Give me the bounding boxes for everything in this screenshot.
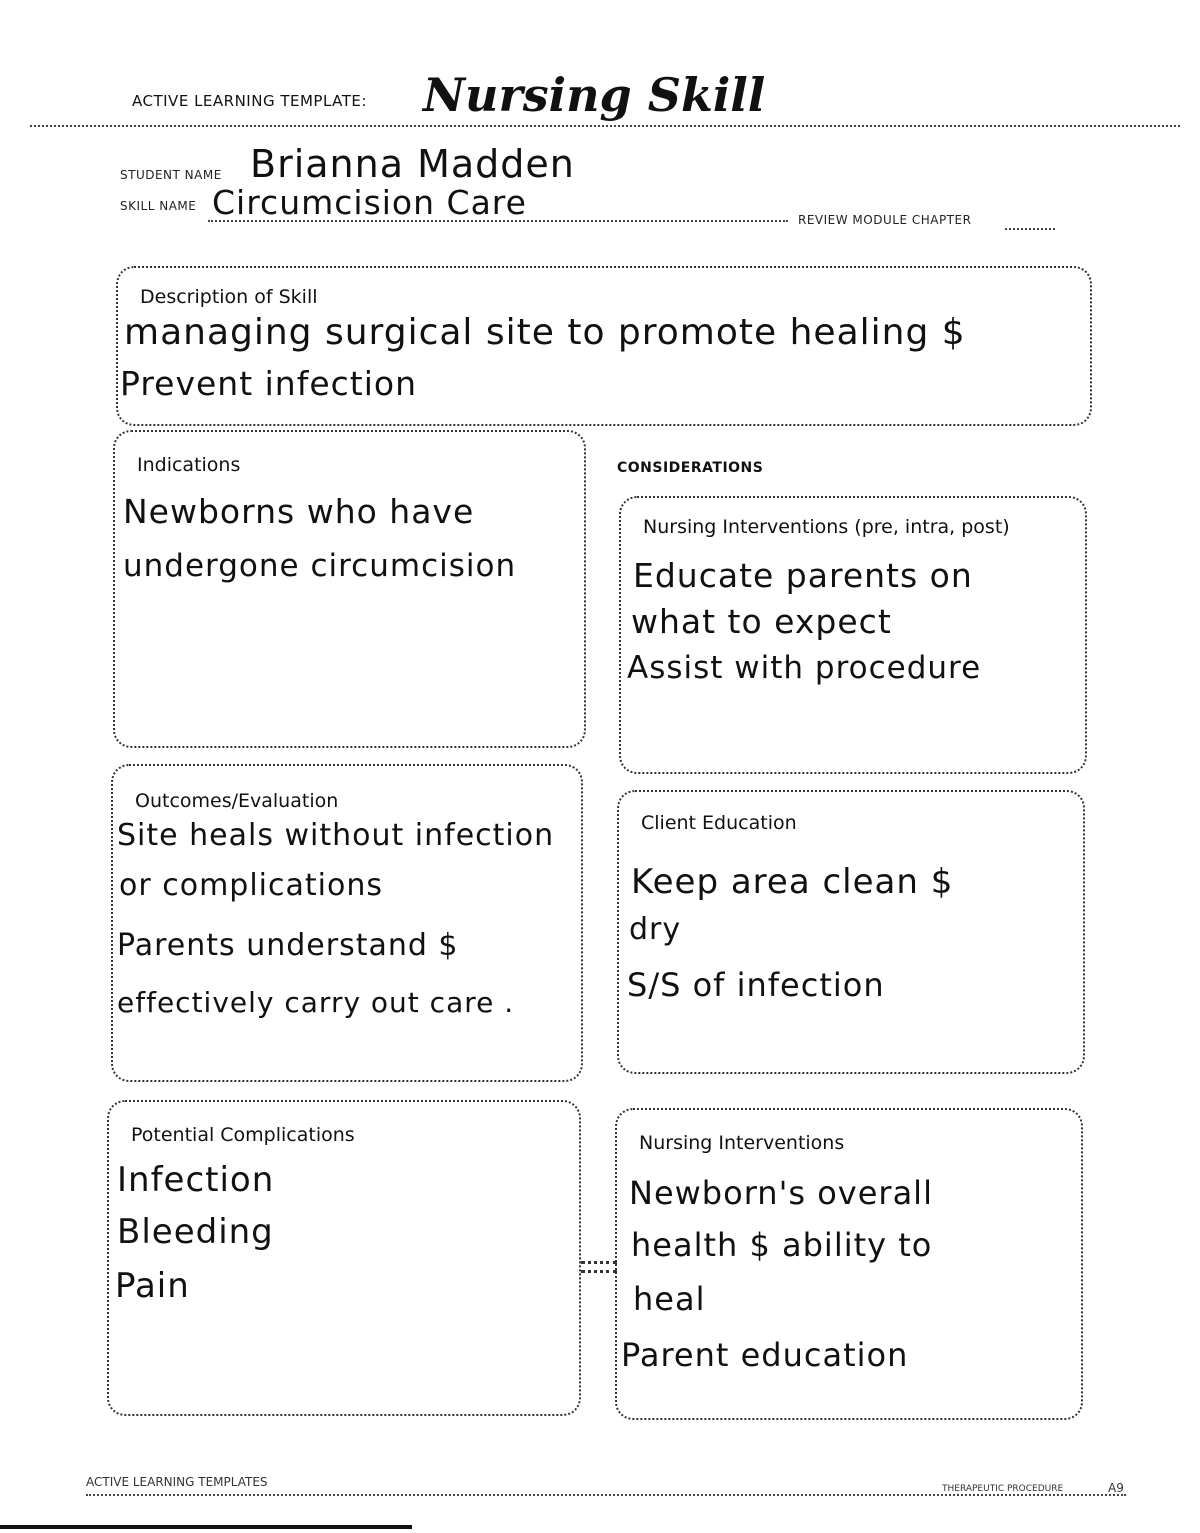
scan-edge	[0, 1525, 412, 1529]
outcomes-line: effectively carry out care .	[117, 986, 515, 1019]
client-education-line: Keep area clean $	[631, 862, 954, 902]
indications-box	[113, 430, 586, 748]
nursing-interventions-line: Newborn's overall	[629, 1174, 933, 1212]
footer-right-label: THERAPEUTIC PROCEDURE	[942, 1484, 1064, 1494]
potential-complications-line: Pain	[115, 1266, 190, 1306]
skill-name-label: SKILL NAME	[120, 199, 197, 213]
nursing-interventions-ppp-line: Educate parents on	[633, 556, 973, 595]
client-education-line: dry	[629, 912, 682, 947]
nursing-interventions-line: Parent education	[621, 1336, 909, 1374]
potential-complications-box	[107, 1100, 581, 1416]
footer-page-number: A9	[1108, 1481, 1124, 1495]
box-connector	[581, 1261, 617, 1273]
nursing-interventions-line: heal	[633, 1280, 706, 1318]
skill-name-value: Circumcision Care	[212, 183, 527, 222]
potential-complications-line: Infection	[117, 1160, 275, 1200]
potential-complications-label: Potential Complications	[131, 1124, 355, 1146]
client-education-line: S/S of infection	[627, 966, 885, 1004]
indications-label: Indications	[137, 454, 241, 476]
considerations-label: CONSIDERATIONS	[617, 460, 764, 476]
nursing-interventions-label: Nursing Interventions	[639, 1132, 845, 1154]
indications-line: Newborns who have	[123, 492, 475, 531]
review-module-label: REVIEW MODULE CHAPTER	[798, 213, 972, 227]
description-box	[116, 266, 1092, 426]
description-line: managing surgical site to promote healing $	[124, 312, 966, 353]
indications-line: undergone circumcision	[123, 548, 517, 584]
outcomes-box	[111, 764, 583, 1082]
nursing-interventions-ppp-box	[619, 496, 1087, 774]
student-name-label: STUDENT NAME	[120, 168, 222, 182]
nursing-interventions-ppp-label: Nursing Interventions (pre, intra, post)	[643, 516, 1010, 538]
outcomes-label: Outcomes/Evaluation	[135, 790, 339, 812]
outcomes-line: Site heals without infection	[117, 818, 555, 853]
template-title: Nursing Skill	[423, 68, 766, 122]
nursing-interventions-box	[615, 1108, 1083, 1420]
potential-complications-line: Bleeding	[117, 1212, 274, 1252]
footer-left-label: ACTIVE LEARNING TEMPLATES	[86, 1475, 268, 1489]
client-education-label: Client Education	[641, 812, 797, 834]
description-label: Description of Skill	[140, 286, 318, 308]
outcomes-line: or complications	[119, 868, 383, 903]
review-module-underline	[1005, 228, 1055, 230]
header-divider	[30, 125, 1180, 127]
nursing-interventions-ppp-line: Assist with procedure	[627, 650, 982, 686]
nursing-interventions-ppp-line: what to expect	[631, 602, 892, 641]
client-education-box	[617, 790, 1085, 1074]
footer-divider	[86, 1494, 1126, 1496]
skill-name-underline	[208, 220, 788, 222]
template-label: ACTIVE LEARNING TEMPLATE:	[132, 92, 367, 110]
nursing-interventions-line: health $ ability to	[631, 1226, 933, 1264]
student-name-value: Brianna Madden	[250, 142, 575, 186]
outcomes-line: Parents understand $	[117, 928, 459, 963]
description-line: Prevent infection	[120, 364, 418, 403]
